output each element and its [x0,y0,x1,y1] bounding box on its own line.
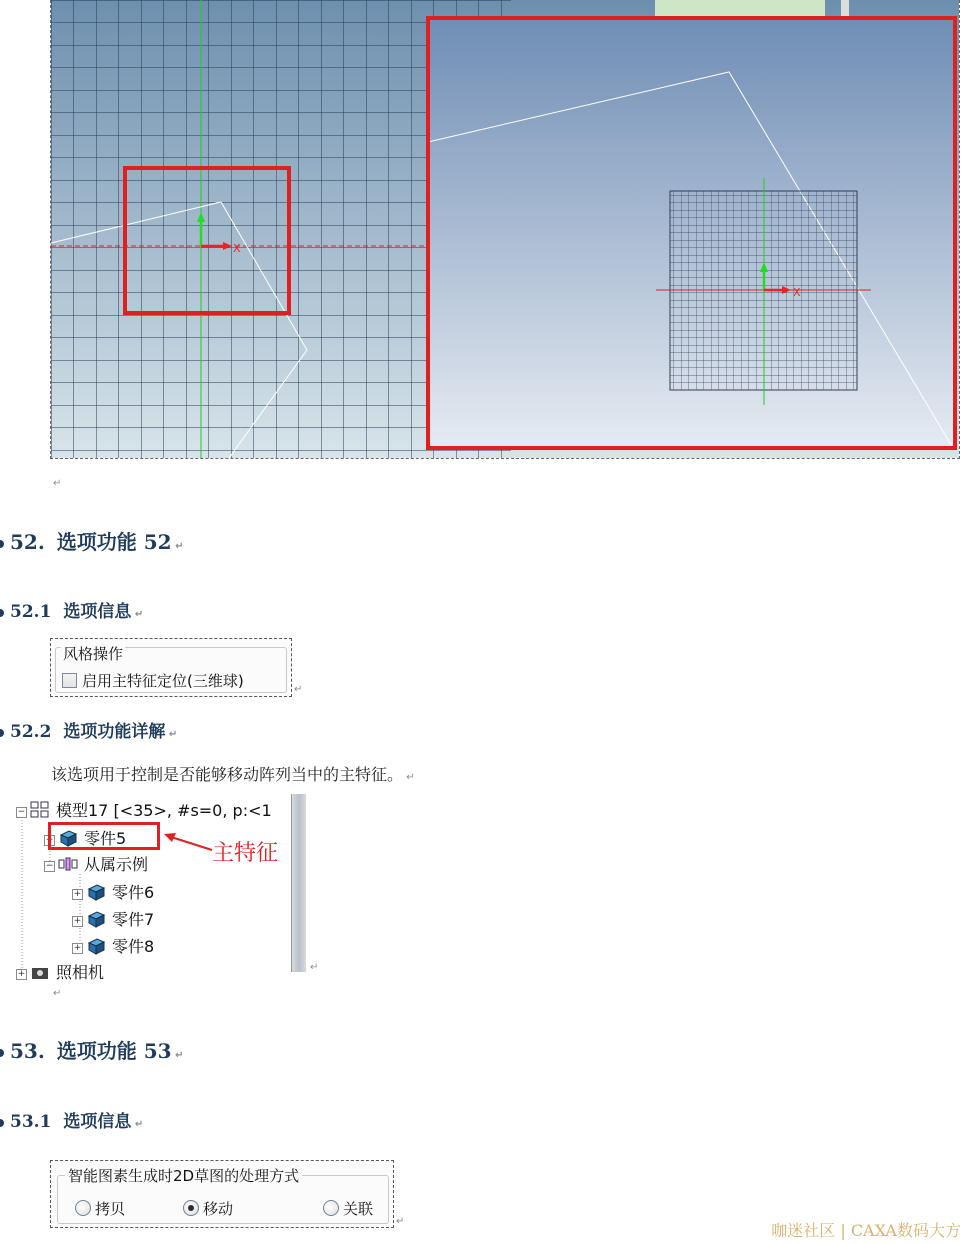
checkbox-label: 启用主特征定位(三维球) [82,672,244,690]
collapse-icon[interactable]: − [45,861,54,871]
radio-copy[interactable] [75,1198,125,1219]
part-icon [86,883,106,901]
section-number: 53. [10,1039,45,1063]
expand-icon[interactable]: + [73,943,82,953]
subsection-number: 52.2 [10,722,52,742]
tree-item-label: 模型17 [<35>, #s=0, p:<1 [56,801,272,820]
paragraph-mark: ↵ [53,478,62,489]
array-icon [58,855,78,873]
section-title: 选项功能 53 [56,1039,172,1063]
viewport-screenshot [50,0,960,459]
tree-item-label: 零件8 [112,937,155,956]
x-axis-label-zoom: X [793,286,801,299]
radio-label: 关联 [343,1200,374,1218]
style-options-panel [50,638,292,697]
radio-button[interactable] [75,1200,91,1216]
tree-item-label: 零件6 [112,883,155,902]
paragraph-mark: ↵ [53,988,62,999]
radio-label: 移动 [203,1200,234,1218]
main-feature-checkbox[interactable] [62,670,244,691]
watermark: 咖迷社区 | CAXA数码大方 [771,1221,961,1240]
tree-item-label: 从属示例 [84,855,149,874]
tree-item-model[interactable] [16,798,272,821]
subsection-heading-52-2: 52.2 选项功能详解 ↵ [0,717,177,742]
paragraph-mark: ↵ [294,684,303,695]
camera-icon [30,963,50,981]
section-title: 选项功能 52 [56,530,172,554]
paragraph-mark: ↵ [310,962,319,973]
expand-icon[interactable]: + [45,835,54,845]
tree-item-part-6[interactable] [72,880,154,903]
radio-button[interactable] [323,1200,339,1216]
tree-item-dependent-group[interactable] [44,852,148,875]
paragraph-mark: ↵ [396,1216,405,1227]
section-heading-53: 53. 选项功能 53 ↵ [0,1035,183,1064]
group-label: 智能图素生成时2D草图的处理方式 [65,1165,302,1186]
viewport-image [51,0,959,458]
description-paragraph: 该选项用于控制是否能够移动阵列当中的主特征。 ↵ [51,765,415,784]
highlight-box [48,822,160,850]
subsection-heading-53-1: 53.1 选项信息 ↵ [0,1107,143,1132]
radio-label: 拷贝 [95,1200,126,1218]
tree-item-camera[interactable] [16,960,104,983]
arrow-icon [162,830,214,854]
design-tree-screenshot [14,794,306,982]
tree-item-label: 零件7 [112,910,155,929]
radio-button-selected[interactable] [183,1200,199,1216]
tree-scrollbar[interactable] [291,794,306,972]
subsection-number: 53.1 [10,1112,52,1132]
expand-icon[interactable]: + [73,889,82,899]
section-heading-52: 52. 选项功能 52 ↵ [0,526,183,555]
part-icon [86,937,106,955]
tree-item-part-7[interactable] [72,907,154,930]
expand-icon[interactable]: + [73,916,82,926]
group-label: 风格操作 [63,645,124,663]
subsection-heading-52-1: 52.1 选项信息 ↵ [0,597,143,622]
model-icon [30,801,50,819]
tree-item-label: 零件5 [84,829,127,848]
sketch-handling-options-panel [50,1160,394,1228]
subsection-title: 选项信息 [63,1112,132,1132]
radio-move[interactable] [183,1198,233,1219]
checkbox-box[interactable] [62,673,77,688]
tree-item-label: 照相机 [56,963,105,982]
tree-item-part-8[interactable] [72,934,154,957]
main-feature-annotation: 主特征 [212,841,279,866]
section-number: 52. [10,530,45,554]
subsection-number: 52.1 [10,602,52,622]
part-icon [86,910,106,928]
description-text: 该选项用于控制是否能够移动阵列当中的主特征。 [51,765,404,784]
subsection-title: 选项功能详解 [63,722,166,742]
x-axis-label: X [233,242,241,255]
radio-associate[interactable] [323,1198,373,1219]
subsection-title: 选项信息 [63,602,132,622]
expand-icon[interactable]: + [17,969,26,979]
collapse-icon[interactable]: − [17,807,26,817]
